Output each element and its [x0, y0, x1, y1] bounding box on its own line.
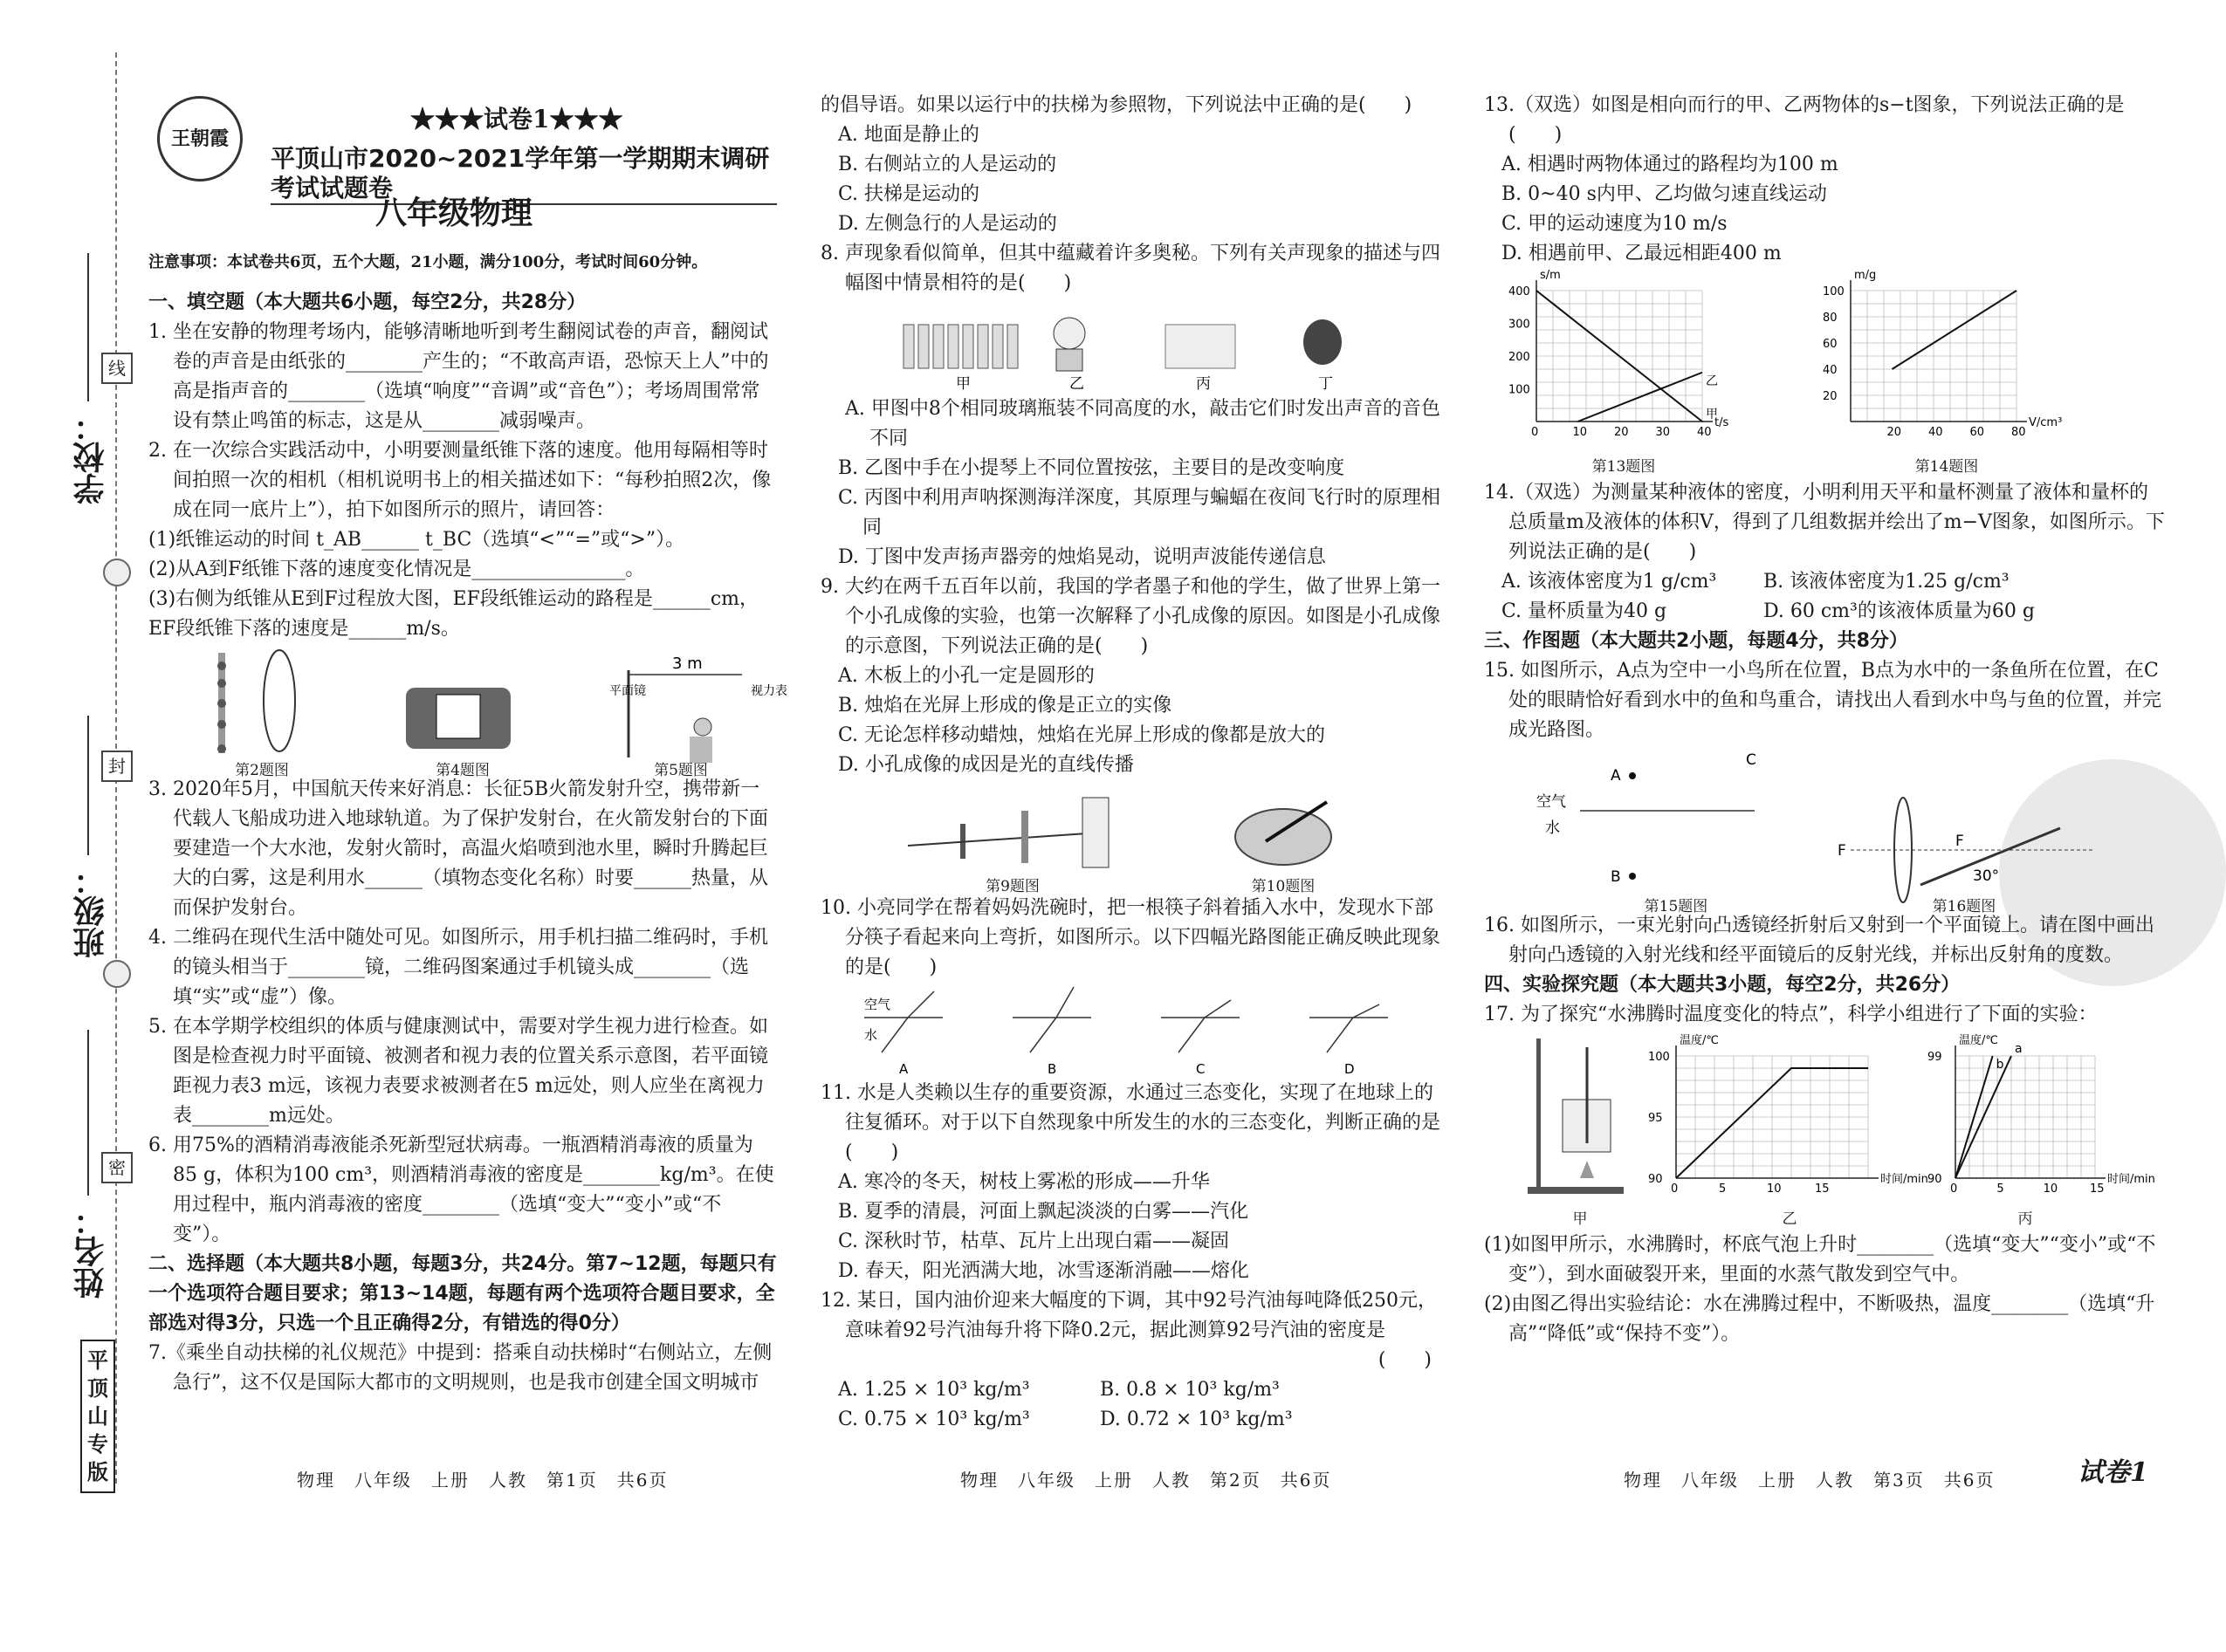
fig15-air-label: 空气 — [1536, 793, 1566, 811]
x-tick-label: 15 — [1815, 1182, 1830, 1196]
fig17-label-yi: 乙 — [1782, 1210, 1797, 1228]
q14-option-a: A. 该液体密度为1 g/cm³ — [1501, 571, 1717, 593]
question-9: 9. 大约在两千五百年以前，我国的学者墨子和他的学生，做了世界上第一个小孔成像的实验，也第一次解释了小孔成像的原因。如图是小孔成像的示意图，下列说法正确的是( ) — [821, 576, 1441, 657]
section-3-heading: 三、作图题（本大题共2小题，每题4分，共8分） — [1484, 630, 1908, 652]
exam-header — [148, 0, 777, 253]
question-16: 16. 如图所示，一束光射向凸透镜经折射后又射到一个平面镜上。请在图中画出射向凸透镜的入射光线和经平面镜后的反射光线，并标出反射角的度数。 — [1484, 915, 2154, 966]
q9-option-b: B. 烛焰在光屏上形成的像是正立的实像 — [838, 695, 1172, 716]
school-field[interactable] — [87, 253, 89, 401]
figure-q10-options — [821, 983, 1449, 1079]
fig10-option-d: D — [1344, 1061, 1355, 1077]
x-tick-label: 10 — [1767, 1182, 1782, 1196]
x-tick-label: 15 — [2090, 1182, 2105, 1196]
q8-option-c: C. 丙图中利用声呐探测海洋深度，其原理与蝙蝠在夜间飞行时的原理相同 — [838, 487, 1441, 538]
binding-margin — [0, 0, 126, 1561]
x-tick-label: 30 — [1655, 426, 1671, 439]
fig5-chart-label: 视力表 — [751, 684, 787, 698]
class-field[interactable] — [87, 716, 89, 855]
fig10-air-label: 空气 — [864, 997, 891, 1012]
fig10-water-label: 水 — [864, 1027, 878, 1043]
question-3: 3. 2020年5月，中国航天传来好消息：长征5B火箭发射升空，携带新一代载人飞船成功进入地球轨道。为了保护发射台，在火箭发射台的下面要建造一个大水池，发射火箭时，高温火焰喷到池水里，瞬时升腾起巨大的白雾，这是利用水______（填物态变化名称）时要______热量，从而保护发射台。 — [148, 778, 769, 919]
x-tick-label: 5 — [1996, 1182, 2004, 1196]
fig15-label-a: A — [1611, 767, 1621, 785]
chart-q13 — [1501, 269, 1728, 452]
footer-page-2: 物理 八年级 上册 人教 第2页 共6页 — [960, 1470, 1332, 1491]
caption-q2: 第2题图 — [235, 762, 289, 779]
fig16-focus-right: F — [1955, 833, 1964, 850]
question-4: 4. 二维码在现代生活中随处可见。如图所示，用手机扫描二维码时，手机的镜头相当于________镜，二维码图案通过手机镜头成________（选填“实”或“虚”）像。 — [148, 927, 768, 1008]
caption-q15: 第15题图 — [1644, 898, 1708, 915]
q7-option-a: A. 地面是静止的 — [838, 124, 979, 146]
question-2: 2. 在一次综合实践活动中，小明要测量纸锥下落的速度。他用每隔相等时间拍照一次的相机（相机说明书上的相关描述如下：“每秒拍照2次，像成在同一底片上”），拍下如图所示的照片，请回答： — [148, 440, 772, 521]
class-label: 班级： — [72, 864, 109, 958]
question-5: 5. 在本学期学校组织的体质与健康测试中，需要对学生视力进行检查。如图是检查视力时平面镜、被测者和视力表的位置关系示意图，若平面镜距视力表3 m远，该视力表要求被测者在5 m远处，则人应坐在离视力表________m远处。 — [148, 1016, 769, 1127]
question-11: 11. 水是人类赖以生存的重要资源，水通过三态变化，实现了在地球上的往复循环。对于以下自然现象中所发生的水的三态变化，判断正确的是( ) — [821, 1082, 1441, 1163]
x-tick-label: 60 — [1969, 426, 1985, 439]
series-label: 乙 — [1706, 374, 1718, 388]
y-tick-label: 99 — [1927, 1051, 1942, 1064]
caption-q14: 第14题图 — [1914, 458, 1979, 476]
figure-q9-q10-drawing — [821, 780, 1449, 894]
question-10: 10. 小亮同学在帮着妈妈洗碗时，把一根筷子斜着插入水中，发现水下部分筷子看起来向上弯折，如图所示。以下四幅光路图能正确反映此现象的是( ) — [821, 897, 1441, 978]
q12-answer-paren: ( ) — [1378, 1349, 1432, 1371]
caption-q16: 第16题图 — [1932, 898, 1996, 915]
caption-q10: 第10题图 — [1251, 878, 1316, 895]
q7-option-c: C. 扶梯是运动的 — [838, 183, 980, 205]
x-tick-label: 80 — [2011, 426, 2026, 439]
question-8: 8. 声现象看似简单，但其中蕴藏着许多奥秘。下列有关声现象的描述与四幅图中情景相符的是( ) — [821, 243, 1440, 294]
name-field[interactable] — [87, 1030, 89, 1196]
q12-option-b: B. 0.8 × 10³ kg/m³ — [1100, 1379, 1280, 1401]
y-tick-label: 95 — [1648, 1112, 1663, 1125]
x-tick-label: 10 — [1572, 426, 1588, 439]
footer-page-3: 物理 八年级 上册 人教 第3页 共6页 — [1624, 1470, 1996, 1491]
question-17-part-1: (1)如图甲所示，水沸腾时，杯底气泡上升时________（选填“变大”“变小”或“不变”），到水面破裂开来，里面的水蒸气散发到空气中。 — [1484, 1234, 2156, 1285]
question-2-part-1: (1)纸锥运动的时间 t_AB______ t_BC（选填“<”“=”或“>”）。 — [148, 529, 685, 551]
subject-title: 八年级物理 — [375, 195, 533, 231]
fig16-angle-label: 30° — [1973, 867, 2000, 885]
q11-option-c: C. 深秋时节，枯草、瓦片上出现白霜——凝固 — [838, 1230, 1230, 1252]
school-label: 学校： — [72, 410, 109, 504]
x-tick-label: 40 — [1697, 426, 1712, 439]
fig15-label-c: C — [1746, 751, 1756, 769]
figure-q8 — [821, 298, 1449, 394]
figures-row-q2-q4-q5 — [148, 644, 787, 779]
y-tick-label: 20 — [1823, 390, 1838, 403]
y-tick-label: 300 — [1508, 318, 1530, 332]
q8-option-b: B. 乙图中手在小提琴上不同位置按弦，主要目的是改变响度 — [838, 457, 1345, 479]
q14-option-c: C. 量杯质量为40 g — [1501, 600, 1667, 622]
caption-q5: 第5题图 — [654, 762, 708, 779]
footer-page-1: 物理 八年级 上册 人教 第1页 共6页 — [297, 1470, 669, 1491]
section-1-heading: 一、填空题（本大题共6小题，每空2分，共28分） — [148, 291, 587, 313]
q14-options-row-2 — [1484, 597, 2165, 627]
x-axis-label: t/s — [1714, 416, 1729, 429]
q13-option-a: A. 相遇时两物体通过的路程均为100 m — [1501, 154, 1838, 175]
fig5-distance-label: 3 m — [672, 655, 703, 673]
paper-tag: ★★★试卷1★★★ — [410, 105, 623, 134]
q12-option-a: A. 1.25 × 10³ kg/m³ — [838, 1379, 1030, 1401]
q8-option-d: D. 丁图中发声扬声器旁的烛焰晃动，说明声波能传递信息 — [838, 546, 1326, 568]
x-tick-label: 40 — [1928, 426, 1943, 439]
fig10-option-c: C — [1196, 1061, 1206, 1077]
q7-option-d: D. 左侧急行的人是运动的 — [838, 213, 1057, 235]
question-12: 12. 某日，国内油价迎来大幅度的下调，其中92号汽油每吨降低250元，意味着92号汽油每升将下降0.2元，据此测算92号汽油的密度是 — [821, 1290, 1437, 1341]
seal-dot-icon — [103, 559, 131, 586]
series-label: a — [2015, 1042, 2023, 1056]
section-4-heading: 四、实验探究题（本大题共3小题，每空2分，共26分） — [1484, 974, 1961, 996]
q11-option-a: A. 寒冷的冬天，树枝上雾凇的形成——升华 — [838, 1171, 1210, 1193]
series-label: b — [1996, 1058, 2004, 1072]
q11-option-b: B. 夏季的清晨，河面上飘起淡淡的白雾——汽化 — [838, 1201, 1249, 1223]
q12-options-row-2 — [821, 1405, 1449, 1435]
chart-q17-yi — [1641, 1030, 1928, 1204]
fig8-label-jia: 甲 — [956, 375, 971, 393]
y-tick-label: 100 — [1823, 285, 1845, 298]
q9-option-c: C. 无论怎样移动蜡烛，烛焰在光屏上形成的像都是放大的 — [838, 724, 1326, 746]
y-tick-label: 200 — [1508, 351, 1530, 364]
caption-q9: 第9题图 — [986, 878, 1040, 895]
y-tick-label: 80 — [1823, 312, 1838, 325]
q13-option-c: C. 甲的运动速度为10 m/s — [1501, 213, 1728, 235]
name-label: 姓名： — [72, 1204, 109, 1299]
y-tick-label: 40 — [1823, 364, 1838, 377]
seal-seal-char: 封 — [101, 751, 133, 782]
figures-q15-q16 — [1484, 745, 2165, 915]
x-axis-label: 时间/min — [2107, 1173, 2155, 1186]
edition-label: 平顶山专版 — [80, 1340, 115, 1493]
fig16-focus-left: F — [1838, 842, 1846, 860]
question-6: 6. 用75%的酒精消毒液能杀死新型冠状病毒。一瓶酒精消毒液的质量为85 g，体积为100 cm³，则酒精消毒液的密度是________kg/m³。在使用过程中，瓶内消毒液的密度________（选填“变大”“变小”或“不变”）。 — [148, 1134, 774, 1245]
figures-q17 — [1484, 1030, 2165, 1230]
y-tick-label: 400 — [1508, 285, 1530, 298]
q13-option-b: B. 0~40 s内甲、乙均做匀速直线运动 — [1501, 183, 1827, 205]
x-tick-label: 0 — [1671, 1182, 1679, 1196]
question-1: 1. 坐在安静的物理考场内，能够清晰地听到考生翻阅试卷的声音，翻阅试卷的声音是由纸张的________产生的；“不敢高声语，恐惊天上人”中的高是指声音的________（选填“响度”“音调”或“音色”）；考场周围常常设有禁止鸣笛的标志，这是从________减弱噪声。 — [148, 321, 769, 432]
fig10-option-b: B — [1048, 1061, 1057, 1077]
seal-dense-char: 密 — [101, 1152, 133, 1183]
caption-q4: 第4题图 — [436, 762, 490, 779]
fig15-water-label: 水 — [1545, 819, 1560, 837]
caption-q13: 第13题图 — [1591, 458, 1656, 476]
q14-option-d: D. 60 cm³的该液体质量为60 g — [1763, 600, 2035, 622]
question-7-continued: 的倡导语。如果以运行中的扶梯为参照物，下列说法中正确的是( ) — [821, 94, 1412, 116]
fig8-label-yi: 乙 — [1069, 375, 1084, 393]
x-tick-label: 5 — [1719, 1182, 1727, 1196]
question-14: 14.（双选）为测量某种液体的密度，小明利用天平和量杯测量了液体和量杯的总质量m及液体的体积V，得到了几组数据并绘出了m−V图象，如图所示。下列说法正确的是( ) — [1484, 482, 2165, 563]
figures-q9-q10 — [821, 780, 1449, 894]
x-axis-label: V/cm³ — [2029, 416, 2063, 429]
x-tick-label: 0 — [1950, 1182, 1958, 1196]
figure-q10-options-drawing — [821, 983, 1449, 1079]
figures-q13-q14 — [1484, 269, 2165, 478]
y-axis-label: 温度/℃ — [1680, 1034, 1719, 1047]
question-2-part-2: (2)从A到F纸锥下落的速度变化情况是________________。 — [148, 559, 645, 580]
fig8-label-ding: 丁 — [1318, 375, 1333, 393]
exam-title: 平顶山市2020~2021学年第一学期期末调研考试试题卷 — [271, 144, 777, 205]
figure-q17-apparatus — [1519, 1030, 1632, 1204]
page-2-column — [821, 91, 1449, 1652]
q13-option-d: D. 相遇前甲、乙最远相距400 m — [1501, 243, 1782, 264]
seal-dot-icon — [103, 960, 131, 988]
question-7: 7.《乘坐自动扶梯的礼仪规范》中提到：搭乘自动扶梯时“右侧站立，左侧急行”，这不仅是国际大都市的文明规则，也是我市创建全国文明城市 — [148, 1342, 773, 1394]
x-tick-label: 20 — [1614, 426, 1629, 439]
series-line-2 — [1578, 373, 1703, 422]
exam-notice: 注意事项：本试卷共6页，五个大题，21小题，满分100分，考试时间60分钟。 — [148, 253, 708, 271]
q14-option-b: B. 该液体密度为1.25 g/cm³ — [1763, 571, 2010, 593]
question-17: 17. 为了探究“水沸腾时温度变化的特点”，科学小组进行了下面的实验： — [1484, 1004, 2098, 1025]
page-3-column — [1484, 91, 2165, 1652]
seal-line-char: 线 — [101, 353, 133, 384]
y-axis-label: m/g — [1854, 269, 1877, 282]
fig17-label-bing: 丙 — [2017, 1210, 2033, 1228]
y-axis-label: s/m — [1540, 269, 1561, 282]
q9-option-a: A. 木板上的小孔一定是圆形的 — [838, 665, 1095, 687]
figure-q15-q16-drawing — [1484, 745, 2165, 911]
paper-badge: 试卷1 — [2078, 1457, 2148, 1488]
q12-options-row-1 — [821, 1375, 1449, 1405]
q11-option-d: D. 春天，阳光洒满大地，冰雪逐渐消融——熔化 — [838, 1260, 1249, 1282]
q7-option-b: B. 右侧站立的人是运动的 — [838, 154, 1057, 175]
q12-option-d: D. 0.72 × 10³ kg/m³ — [1100, 1409, 1293, 1430]
q14-options-row-1 — [1484, 567, 2165, 597]
brand-logo: 王朝霞 — [157, 96, 243, 182]
page-1-column — [148, 0, 787, 1561]
section-2-heading: 二、选择题（本大题共8小题，每题3分，共24分。第7~12题，每题只有一个选项符合题目要求；第13~14题，每题有两个选项符合题目要求，全部选对得3分，只选一个且正确得2分，有错选的得0分） — [148, 1253, 777, 1334]
q9-option-d: D. 小孔成像的成因是光的直线传播 — [838, 754, 1134, 776]
fig15-label-b: B — [1611, 868, 1621, 886]
question-13: 13.（双选）如图是相向而行的甲、乙两物体的s−t图象，下列说法正确的是( ) — [1484, 94, 2125, 146]
y-tick-label: 100 — [1508, 383, 1530, 397]
question-2-part-3: (3)右侧为纸锥从E到F过程放大图，EF段纸锥运动的路程是______cm，EF段纸锥下落的速度是______m/s。 — [148, 588, 759, 640]
x-tick-label: 10 — [2043, 1182, 2058, 1196]
y-tick-label: 90 — [1927, 1173, 1942, 1186]
x-axis-label: 时间/min — [1880, 1173, 1928, 1186]
q8-option-a: A. 甲图中8个相同玻璃瓶装不同高度的水，敲击它们时发出声音的音色不同 — [845, 398, 1440, 449]
question-15: 15. 如图所示，A点为空中一小鸟所在位置，B点为水中的一条鱼所在位置，在C处的眼睛恰好看到水中的鱼和鸟重合，请找出人看到水中鸟与鱼的位置，并完成光路图。 — [1484, 660, 2162, 741]
y-tick-label: 60 — [1823, 338, 1838, 351]
chart-q17-bing — [1920, 1030, 2155, 1204]
fig17-label-jia: 甲 — [1572, 1210, 1588, 1228]
y-tick-label: 90 — [1648, 1173, 1663, 1186]
x-tick-label: 0 — [1531, 426, 1539, 439]
series-label: 甲 — [1706, 408, 1718, 422]
fig8-label-bing: 丙 — [1196, 375, 1211, 393]
y-tick-label: 100 — [1648, 1051, 1670, 1064]
y-axis-label: 温度/℃ — [1959, 1034, 1998, 1047]
fig10-option-a: A — [899, 1061, 909, 1077]
chart-q14 — [1816, 269, 2063, 452]
x-tick-label: 20 — [1886, 426, 1902, 439]
fig5-mirror-label: 平面镜 — [609, 684, 646, 698]
figure-q8-drawing — [821, 298, 1449, 394]
question-17-part-2: (2)由图乙得出实验结论：水在沸腾过程中，不断吸热，温度________（选填“升高”“降低”或“保持不变”）。 — [1484, 1293, 2155, 1345]
q12-option-c: C. 0.75 × 10³ kg/m³ — [838, 1409, 1030, 1430]
